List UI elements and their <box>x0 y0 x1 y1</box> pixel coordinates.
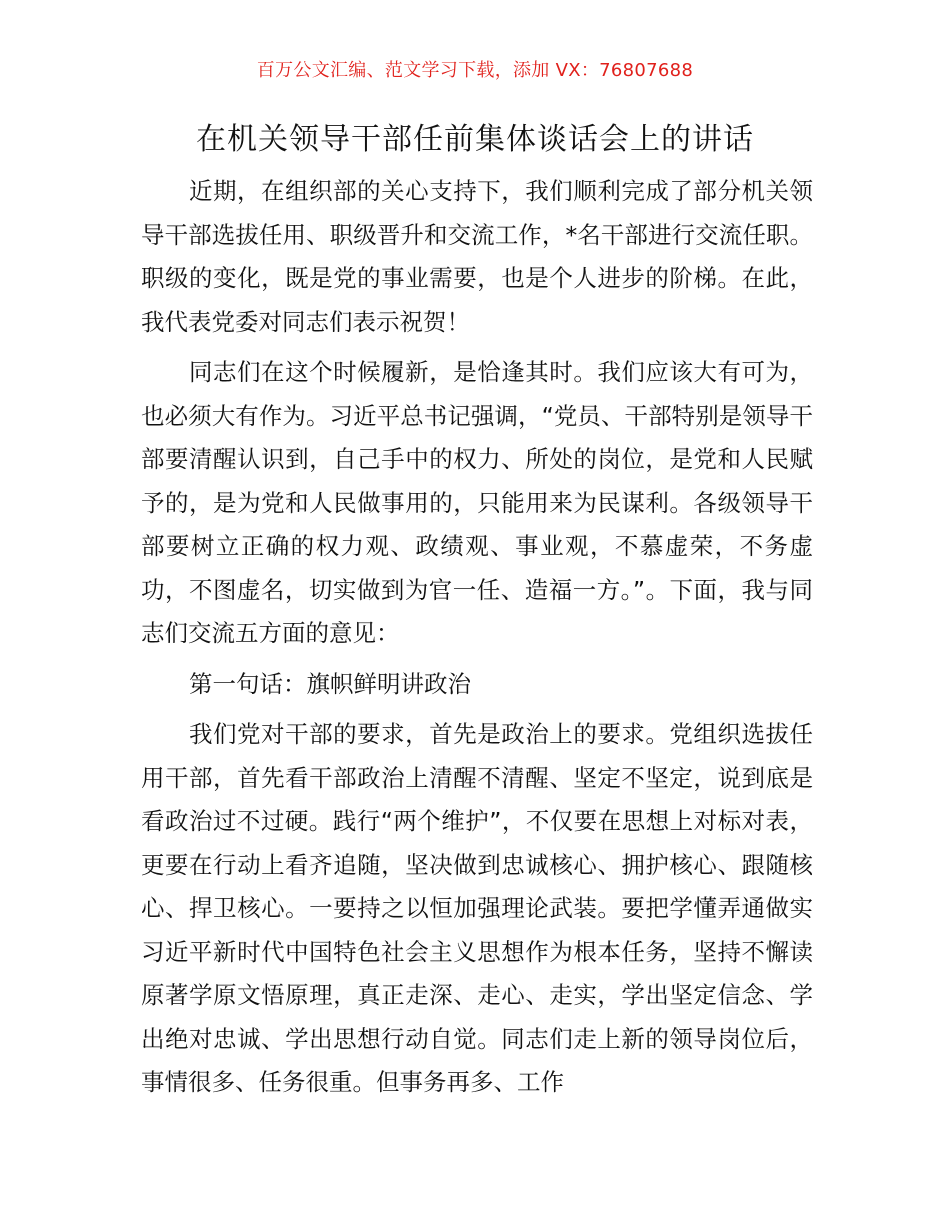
download-promo-note: 百万公文汇编、范文学习下载，添加 VX：76807688 <box>256 60 694 81</box>
section-paragraph: 我们党对干部的要求，首先是政治上的要求。党组织选拔任用干部，首先看干部政治上清醒不清醒、坚定不坚定，说到底是看政治过不过硬。践行“两个维护”，不仅要在思想上对标对表，更要在行动上看齐追随，坚决做到忠诚核心、拥护核心、跟随核心、捍卫核心。一要持之以恒加强理论武装。要把学懂弄通做实习近平新时代中国特色社会主义思想作为根本任务，坚持不懈读原著学原文悟原理，真正走深、走心、走实，学出坚定信念、学出绝对忠诚、学出思想行动自觉。同志们走上新的领导岗位后，事情很多、任务很重。但事务再多、工作 <box>141 720 813 1096</box>
expectation-paragraph: 同志们在这个时候履新，是恰逢其时。我们应该大有可为，也必须大有作为。习近平总书记强调，“党员、干部特别是领导干部要清醒认识到，自己手中的权力、所处的岗位，是党和人民赋予的，是为党和人民做事用的，只能用来为民谋利。各级领导干部要树立正确的权力观、政绩观、事业观，不慕虚荣，不务虚功，不图虚名，切实做到为官一任、造福一方。”。下面，我与同志们交流五方面的意见： <box>141 358 813 647</box>
intro-paragraph: 近期，在组织部的关心支持下，我们顺利完成了部分机关领导干部选拔任用、职级晋升和交流工作，*名干部进行交流任职。职级的变化，既是党的事业需要，也是个人进步的阶梯。在此，我代表党委对同志们表示祝贺！ <box>141 177 813 336</box>
speech-body <box>141 170 813 1105</box>
speech-title: 在机关领导干部任前集体谈话会上的讲话 <box>196 122 754 157</box>
section-heading: 第一句话：旗帜鲜明讲政治 <box>189 669 471 698</box>
